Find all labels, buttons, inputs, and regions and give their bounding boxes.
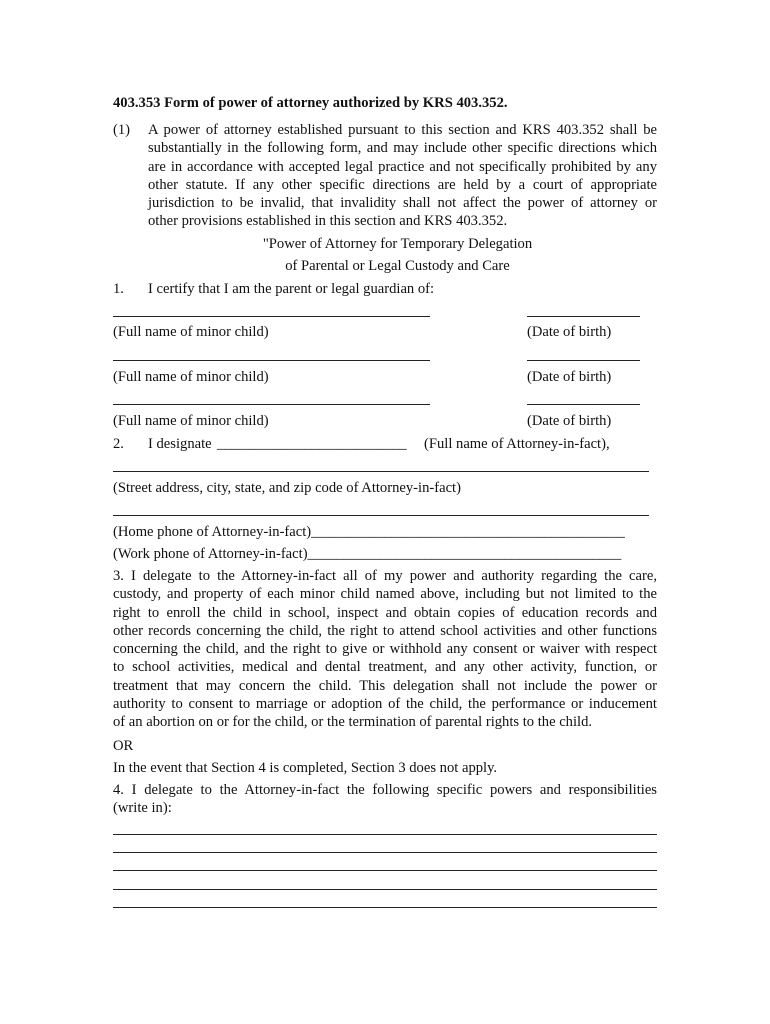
section-1-line: other statute. If any other specific directions are held by a court of appropriate [148,176,657,193]
item-3-line: right to enroll the child in school, inspect and obtain copies of education records and [113,604,657,621]
item-2-text: I designate [148,436,212,452]
work-phone-field[interactable]: (Work phone of Attorney-in-fact)___________________________________________ [113,546,622,562]
attorney-name-field[interactable]: __________________________ [217,436,407,452]
child-1-name-field[interactable] [113,316,430,317]
section-1-line: other provisions established in this section and KRS 403.352. [148,213,508,230]
item-1-text: I certify that I am the parent or legal guardian of: [148,281,435,297]
child-dob-label: (Date of birth) [527,369,612,385]
child-2-name-field[interactable] [113,360,430,361]
section-1-paragraph [148,121,657,231]
item-3-line: other records concerning the child, the right to attend school activities and other functions [113,622,657,639]
item-3-line: of an abortion on or for the child, or the termination of parental rights to the child. [113,714,593,731]
child-2-dob-field[interactable] [527,360,640,361]
form-title-line-2: of Parental or Legal Custody and Care [285,258,510,274]
item-1-number: 1. [113,281,124,297]
item-4-paragraph [113,781,657,818]
write-in-line[interactable] [113,870,657,871]
section-4-note: In the event that Section 4 is completed, Section 3 does not apply. [113,760,498,776]
item-3-line: to school activities, medical and dental treatment, and any other activity, function, or [113,659,657,676]
write-in-line[interactable] [113,834,657,835]
child-name-label: (Full name of minor child) [113,369,269,385]
section-1-line: A power of attorney established pursuant to this section and KRS 403.352 shall be [148,122,657,138]
item-2-number: 2. [113,436,124,452]
write-in-line[interactable] [113,852,657,853]
child-name-label: (Full name of minor child) [113,324,269,340]
attorney-address-label: (Street address, city, state, and zip code of Attorney-in-fact) [113,480,461,496]
item-3-paragraph [113,567,657,732]
section-heading: 403.353 Form of power of attorney authorized by KRS 403.352. [113,95,508,111]
child-3-name-field[interactable] [113,404,430,405]
child-1-dob-field[interactable] [527,316,640,317]
write-in-line[interactable] [113,889,657,890]
write-in-line[interactable] [113,907,657,908]
child-3-dob-field[interactable] [527,404,640,405]
child-dob-label: (Date of birth) [527,324,612,340]
child-name-label: (Full name of minor child) [113,413,269,429]
item-4-line: 4. I delegate to the Attorney-in-fact the following specific powers and responsibilities [113,782,657,798]
attorney-address-field[interactable] [113,471,649,472]
item-3-line: treatment that may concern the child. This delegation shall not include the power or [113,677,657,694]
item-3-line: custody, and property of each minor child named above, including but not limited to the [113,586,657,603]
or-separator: OR [113,738,134,754]
section-1-line: jurisdiction to be invalid, that invalidity shall not affect the power of attorney or [148,195,657,212]
attorney-address-field-2[interactable] [113,515,649,516]
item-3-line: concerning the child, and the right to give or withhold any consent or waiver with respect [113,641,657,658]
section-1-line: are in accordance with accepted legal practice and not specifically prohibited by any [148,158,657,175]
child-dob-label: (Date of birth) [527,413,612,429]
item-3-line: 3. I delegate to the Attorney-in-fact all of my power and authority regarding the care, [113,568,657,584]
section-1-number: (1) [113,122,131,138]
attorney-name-label: (Full name of Attorney-in-fact), [424,436,610,452]
item-4-line: (write in): [113,800,172,817]
form-title-line-1: "Power of Attorney for Temporary Delegation [262,236,533,252]
home-phone-field[interactable]: (Home phone of Attorney-in-fact)___________________________________________ [113,524,625,540]
section-1-line: substantially in the following form, and may include other specific directions which [148,140,657,157]
item-3-line: authority to consent to marriage or adoption of the child, the performance or inducement [113,696,657,713]
